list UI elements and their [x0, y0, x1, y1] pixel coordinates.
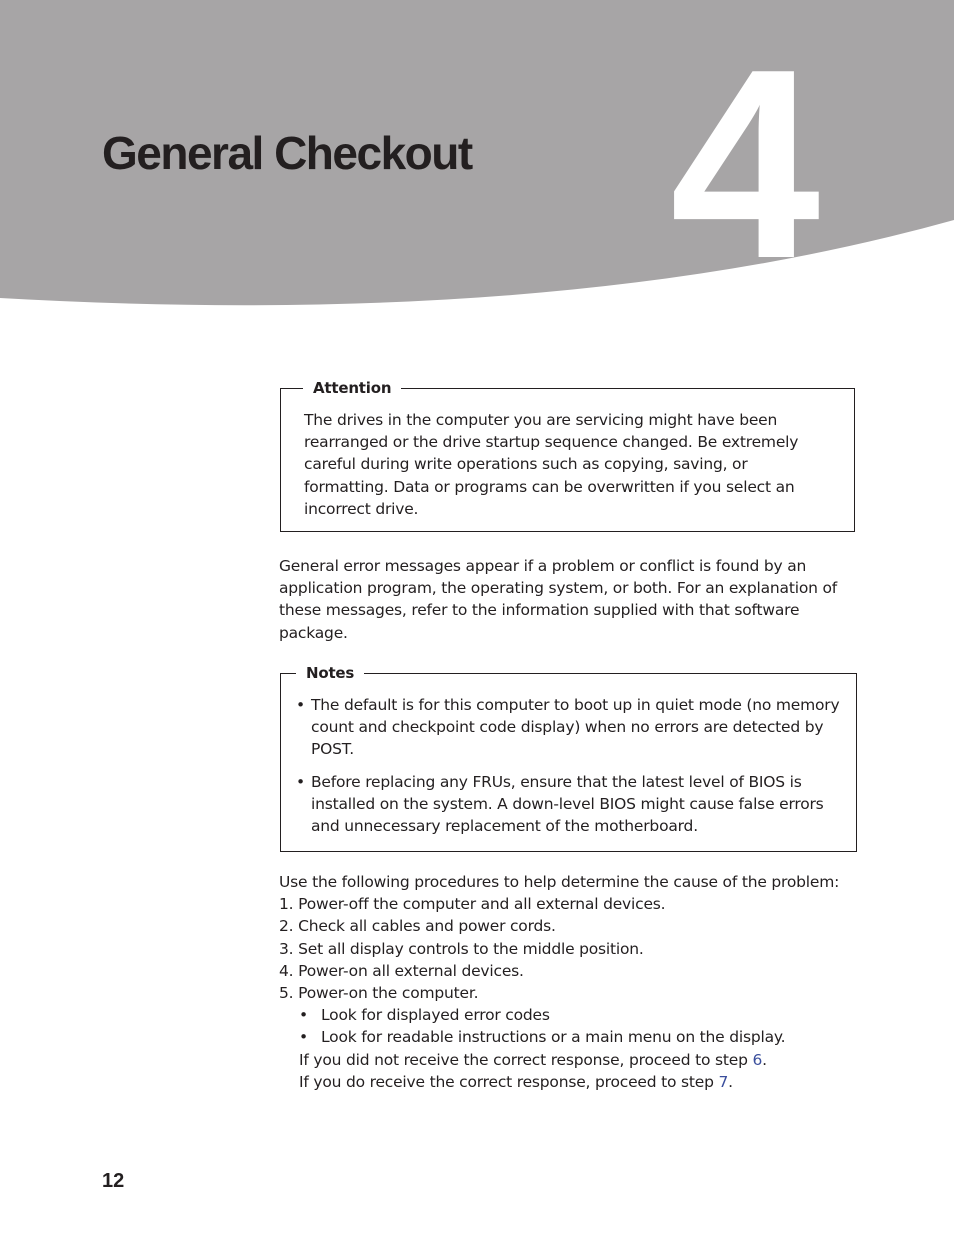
procedure-step: 1. Power-off the computer and all external devices. — [279, 895, 666, 914]
yes-response-line — [279, 1071, 879, 1093]
bullet-icon: • — [299, 1006, 308, 1025]
procedure-step: 5. Power-on the computer. — [279, 984, 479, 1003]
attention-box — [280, 379, 855, 532]
period: . — [728, 1072, 733, 1091]
sub-bullet-text: Look for displayed error codes — [321, 1006, 550, 1025]
procedure-step: 2. Check all cables and power cords. — [279, 917, 556, 936]
sub-bullet-text: Look for readable instructions or a main menu on the display. — [321, 1028, 786, 1047]
procedure-step: 4. Power-on all external devices. — [279, 961, 524, 980]
notes-label: Notes — [296, 663, 364, 683]
bullet-icon: • — [299, 1028, 308, 1047]
bullet-icon: • — [296, 696, 305, 714]
procedure-steps — [279, 893, 879, 1004]
yes-response-text: If you do receive the correct response, proceed to step — [299, 1072, 719, 1091]
note-item — [296, 771, 841, 838]
note-text: Before replacing any FRUs, ensure that the latest level of BIOS is installed on the system. A down-level BIOS might cause false errors and unnecessary replacement of the motherboard. — [311, 772, 824, 836]
procedure-step: 3. Set all display controls to the middle position. — [279, 939, 644, 958]
note-text: The default is for this computer to boot up in quiet mode (no memory count and checkpoint code display) when no errors are detected by POST. — [311, 696, 840, 759]
chapter-number: 4 — [670, 14, 811, 315]
period: . — [762, 1050, 767, 1069]
no-response-text: If you did not receive the correct response, proceed to step — [299, 1050, 753, 1069]
attention-label: Attention — [303, 378, 401, 398]
step-6-link[interactable]: 6 — [752, 1050, 763, 1069]
attention-text: The drives in the computer you are servicing might have been rearranged or the drive startup sequence changed. Be extremely careful during write operations such as copying, saving, or formatting. Data or programs can be overwritten if you select an incorrect drive. — [304, 411, 799, 518]
notes-box — [280, 664, 857, 852]
procedure-section — [279, 871, 879, 1093]
sub-bullet-item — [299, 1004, 879, 1026]
sub-bullet-item — [299, 1026, 879, 1048]
notes-list — [296, 694, 841, 847]
bullet-icon: • — [296, 772, 305, 791]
procedure-intro: Use the following procedures to help determine the cause of the problem: — [279, 873, 840, 891]
step-7-link[interactable]: 7 — [718, 1072, 729, 1091]
chapter-title: General Checkout — [102, 127, 472, 179]
intro-paragraph: General error messages appear if a problem or conflict is found by an application program, the operating system, or both. For an explanation of these messages, refer to the information supplied with that software package. — [279, 557, 838, 642]
page-number: 12 — [102, 1170, 125, 1192]
note-item — [296, 694, 841, 761]
step-5-sub-bullets — [279, 1004, 879, 1048]
no-response-line — [279, 1049, 879, 1071]
